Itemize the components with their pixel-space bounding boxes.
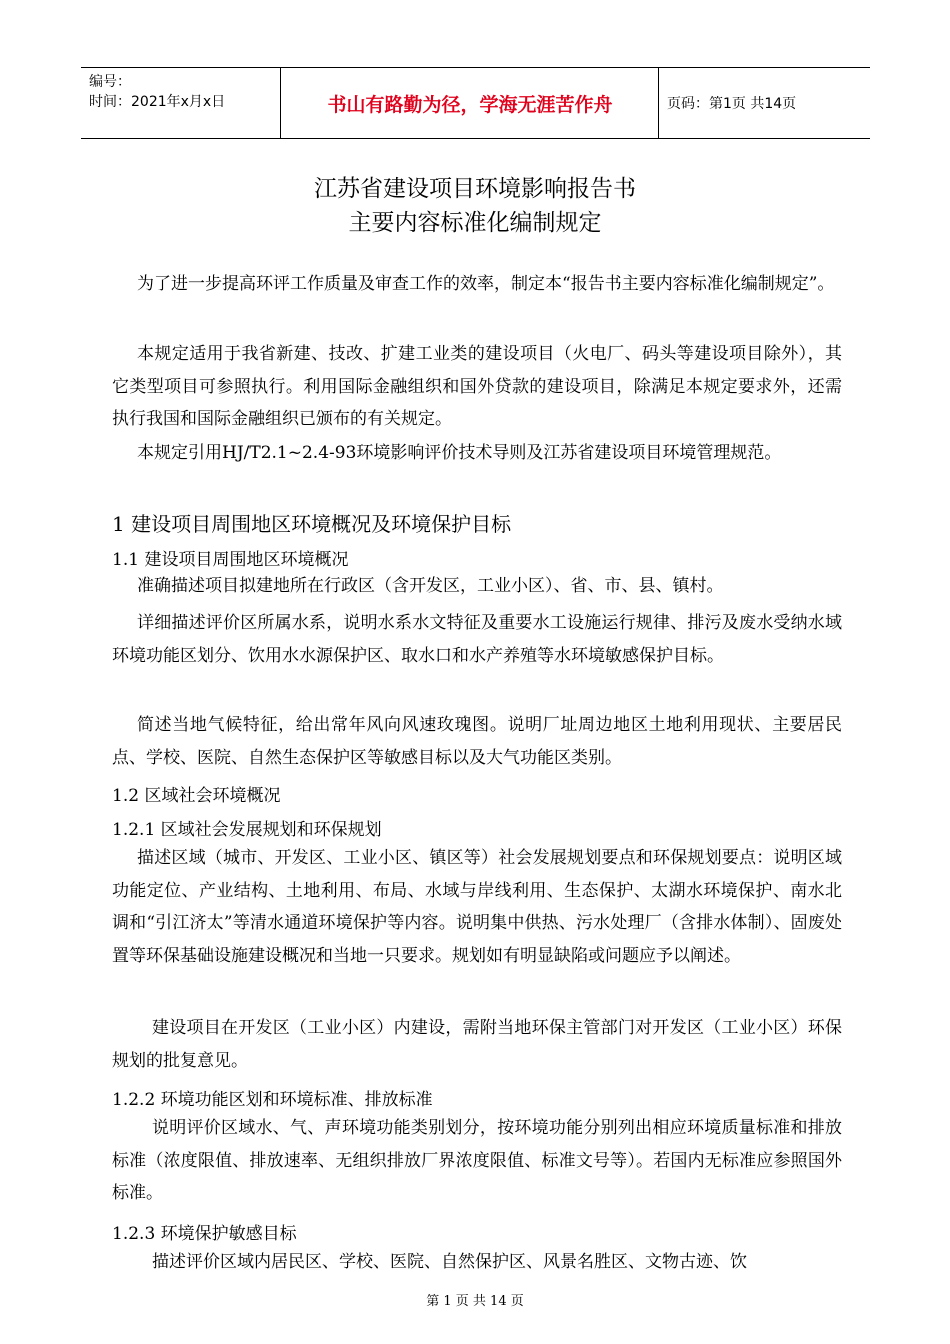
intro-paragraph-1: 为了进一步提高环评工作质量及审查工作的效率，制定本“报告书主要内容标准化编制规定”。 xyxy=(137,274,835,294)
section-1-heading: 1 建设项目周围地区环境概况及环境保护目标 xyxy=(112,512,512,536)
section-1-2-2-heading: 1.2.2 环境功能区划和环境标准、排放标准 xyxy=(112,1090,433,1110)
section-1-1-paragraph-3: 简述当地气候特征，给出常年风向风速玫瑰图。说明厂址周边地区土地利用现状、主要居民点、学校、医院、自然生态保护区等敏感目标以及大气功能区类别。 xyxy=(112,715,842,768)
doc-title-line2: 主要内容标准化编制规定 xyxy=(348,210,602,236)
section-1-1-paragraph-2: 详细描述评价区所属水系，说明水系水文特征及重要水工设施运行规律、排污及废水受纳水域环境功能区划分、饮用水水源保护区、取水口和水产养殖等水环境敏感保护目标。 xyxy=(112,613,842,666)
section-1-2-1-heading: 1.2.1 区域社会发展规划和环保规划 xyxy=(112,820,382,840)
section-1-2-2-paragraph-1: 说明评价区域水、气、声环境功能类别划分，按环境功能分别列出相应环境质量标准和排放标准（浓度限值、排放速率、无组织排放厂界浓度限值、标准文号等）。若国内无标准应参照国外标准。 xyxy=(112,1118,842,1203)
section-1-2-1-paragraph-1: 描述区域（城市、开发区、工业小区、镇区等）社会发展规划要点和环保规划要点：说明区域功能定位、产业结构、土地利用、布局、水域与岸线利用、生态保护、太湖水环境保护、南水北调和“引江济太”等清水通道环境保护等内容。说明集中供热、污水处理厂（含排水体制）、固废处置等环保基础设施建设概况和当地一只要求。规划如有明显缺陷或问题应予以阐述。 xyxy=(112,848,842,966)
section-1-1-heading: 1.1 建设项目周围地区环境概况 xyxy=(112,550,349,570)
doc-title-line1: 江苏省建设项目环境影响报告书 xyxy=(314,176,636,202)
section-1-2-heading: 1.2 区域社会环境概况 xyxy=(112,786,281,806)
header-motto: 书山有路勤为径，学海无涯苦作舟 xyxy=(282,68,659,138)
time-label: 时间：2021年x月x日 xyxy=(89,94,226,110)
header-meta-cell xyxy=(81,68,281,138)
section-1-2-3-heading: 1.2.3 环境保护敏感目标 xyxy=(112,1224,297,1244)
section-1-2-1-paragraph-2: 建设项目在开发区（工业小区）内建设，需附当地环保主管部门对开发区（工业小区）环保规划的批复意见。 xyxy=(112,1018,842,1071)
intro-paragraph-3: 本规定引用HJ/T2.1~2.4-93环境影响评价技术导则及江苏省建设项目环境管理规范。 xyxy=(137,443,782,463)
code-label: 编号： xyxy=(89,74,131,90)
section-1-1-paragraph-1: 准确描述项目拟建地所在行政区（含开发区，工业小区）、省、市、县、镇村。 xyxy=(137,576,724,596)
section-1-2-3-paragraph-1: 描述评价区域内居民区、学校、医院、自然保护区、风景名胜区、文物古迹、饮 xyxy=(152,1252,747,1272)
header-page-info: 页码：第1页 共14页 xyxy=(667,96,797,112)
page-footer: 第 1 页 共 14 页 xyxy=(426,1294,524,1309)
intro-paragraph-2: 本规定适用于我省新建、技改、扩建工业类的建设项目（火电厂、码头等建设项目除外），其它类型项目可参照执行。利用国际金融组织和国外贷款的建设项目，除满足本规定要求外，还需执行我国和国际金融组织已颁布的有关规定。 xyxy=(112,344,842,429)
header-table xyxy=(81,67,870,139)
